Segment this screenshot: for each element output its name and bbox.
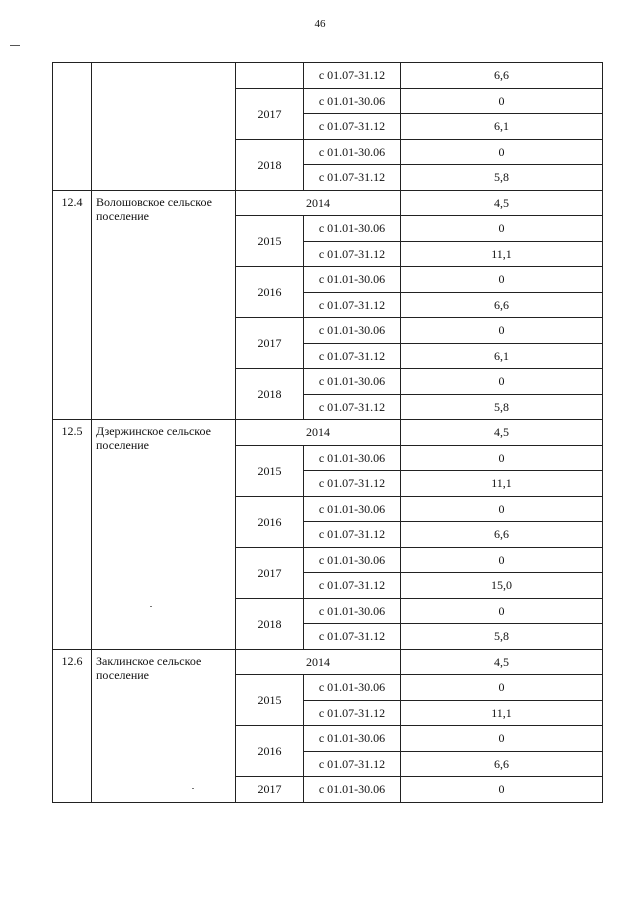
period-cell: с 01.07-31.12: [304, 751, 401, 777]
year-cell: 2014: [236, 649, 401, 675]
period-cell: с 01.07-31.12: [304, 165, 401, 191]
period-cell: с 01.07-31.12: [304, 63, 401, 89]
period-cell: с 01.01-30.06: [304, 726, 401, 752]
period-cell: с 01.07-31.12: [304, 624, 401, 650]
year-cell: 2014: [236, 420, 401, 446]
period-cell: с 01.07-31.12: [304, 471, 401, 497]
period-cell: с 01.07-31.12: [304, 522, 401, 548]
period-cell: с 01.07-31.12: [304, 292, 401, 318]
value-cell: 6,6: [401, 522, 603, 548]
scan-dot: [192, 788, 194, 789]
value-cell: 11,1: [401, 471, 603, 497]
value-cell: 4,5: [401, 420, 603, 446]
period-cell: с 01.07-31.12: [304, 573, 401, 599]
value-cell: 5,8: [401, 394, 603, 420]
year-cell: 2017: [236, 318, 304, 369]
year-cell: 2018: [236, 598, 304, 649]
value-cell: 11,1: [401, 700, 603, 726]
row-number: [53, 63, 92, 191]
value-cell: 0: [401, 726, 603, 752]
period-cell: с 01.07-31.12: [304, 700, 401, 726]
year-cell: 2015: [236, 675, 304, 726]
value-cell: 0: [401, 318, 603, 344]
value-cell: 11,1: [401, 241, 603, 267]
value-cell: 4,5: [401, 190, 603, 216]
value-cell: 0: [401, 675, 603, 701]
scan-dot: [150, 606, 152, 607]
year-cell: 2017: [236, 777, 304, 803]
period-cell: с 01.07-31.12: [304, 114, 401, 140]
value-cell: 0: [401, 216, 603, 242]
value-cell: 15,0: [401, 573, 603, 599]
settlement-name: Дзержинское сельское поселение: [92, 420, 236, 650]
value-cell: 4,5: [401, 649, 603, 675]
row-number: 12.5: [53, 420, 92, 650]
value-cell: 0: [401, 547, 603, 573]
period-cell: с 01.01-30.06: [304, 777, 401, 803]
row-number: 12.6: [53, 649, 92, 802]
period-cell: с 01.01-30.06: [304, 267, 401, 293]
period-cell: с 01.07-31.12: [304, 394, 401, 420]
period-cell: с 01.01-30.06: [304, 547, 401, 573]
value-cell: 6,6: [401, 751, 603, 777]
value-cell: 0: [401, 777, 603, 803]
value-cell: 6,1: [401, 343, 603, 369]
period-cell: с 01.07-31.12: [304, 241, 401, 267]
year-cell: 2016: [236, 496, 304, 547]
period-cell: с 01.01-30.06: [304, 139, 401, 165]
value-cell: 6,6: [401, 63, 603, 89]
value-cell: 5,8: [401, 165, 603, 191]
value-cell: 0: [401, 88, 603, 114]
period-cell: с 01.01-30.06: [304, 445, 401, 471]
settlement-name: Заклинское сельское поселение: [92, 649, 236, 802]
year-cell: 2018: [236, 369, 304, 420]
year-cell: 2015: [236, 445, 304, 496]
value-cell: 5,8: [401, 624, 603, 650]
period-cell: с 01.01-30.06: [304, 216, 401, 242]
value-cell: 6,6: [401, 292, 603, 318]
year-cell: 2016: [236, 726, 304, 777]
scan-mark: [10, 45, 20, 46]
period-cell: с 01.01-30.06: [304, 598, 401, 624]
year-cell: 2014: [236, 190, 401, 216]
period-cell: с 01.01-30.06: [304, 369, 401, 395]
period-cell: с 01.01-30.06: [304, 88, 401, 114]
table-row: [53, 190, 603, 216]
value-cell: 0: [401, 369, 603, 395]
value-cell: 0: [401, 496, 603, 522]
settlement-name: [92, 63, 236, 191]
period-cell: с 01.07-31.12: [304, 343, 401, 369]
period-cell: с 01.01-30.06: [304, 675, 401, 701]
page-number: 46: [314, 18, 326, 30]
table-row: [53, 420, 603, 446]
table-row: [53, 649, 603, 675]
year-cell: 2015: [236, 216, 304, 267]
row-number: 12.4: [53, 190, 92, 420]
table-row: [53, 63, 603, 89]
period-cell: с 01.01-30.06: [304, 496, 401, 522]
year-cell: 2018: [236, 139, 304, 190]
value-cell: 0: [401, 139, 603, 165]
tariff-table: [52, 62, 603, 803]
value-cell: 0: [401, 267, 603, 293]
year-cell: [236, 63, 304, 89]
year-cell: 2017: [236, 547, 304, 598]
year-cell: 2016: [236, 267, 304, 318]
value-cell: 6,1: [401, 114, 603, 140]
value-cell: 0: [401, 445, 603, 471]
value-cell: 0: [401, 598, 603, 624]
period-cell: с 01.01-30.06: [304, 318, 401, 344]
year-cell: 2017: [236, 88, 304, 139]
settlement-name: Волошовское сельское поселение: [92, 190, 236, 420]
